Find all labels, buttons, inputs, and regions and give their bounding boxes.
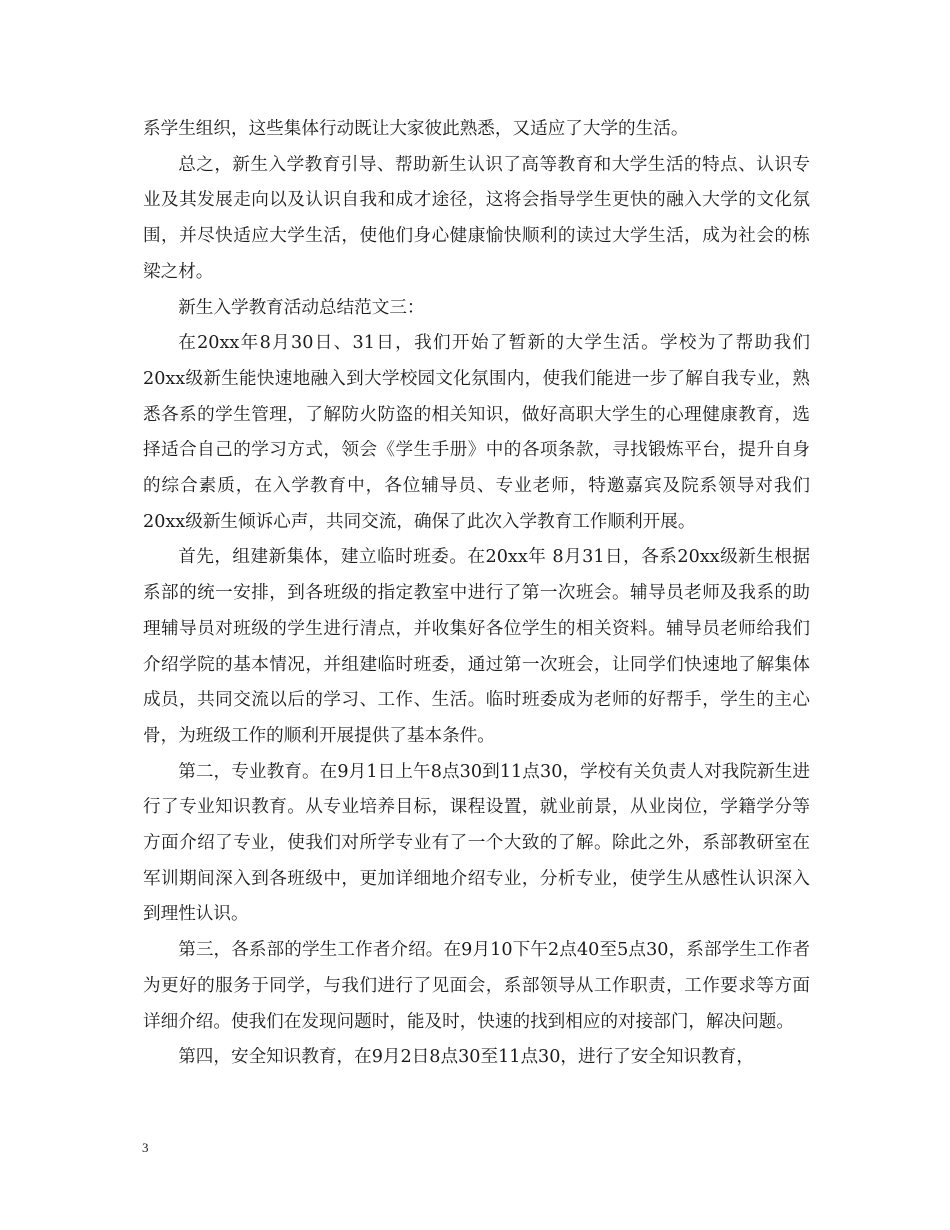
paragraph-second: 第二，专业教育。在9月1日上午8点30到11点30，学校有关负责人对我院新生进行了专业知识教育。从专业培养目标，课程设置，就业前景，从业岗位，学籍学分等方面介绍了专业，使我们对所学专业有了一个大致的了解。除此之外，系部教研室在军训期间深入到各班级中，更加详细地介绍专业，分析专业，使学生从感性认识深入到理性认识。 (143, 761, 810, 925)
body-text (143, 112, 810, 1076)
paragraph-first: 首先，组建新集体，建立临时班委。在20xx年 8月31日，各系20xx级新生根据系部的统一安排，到各班级的指定教室中进行了第一次班会。辅导员老师及我系的助理辅导员对班级的学生进行清点，并收集好各位学生的相关资料。辅导员老师给我们介绍学院的基本情况，并组建临时班委，通过第一次班会，让同学们快速地了解集体成员，共同交流以后的学习、工作、生活。临时班委成为老师的好帮手，学生的主心骨，为班级工作的顺利开展提供了基本条件。 (143, 547, 810, 746)
paragraph-summary: 总之，新生入学教育引导、帮助新生认识了高等教育和大学生活的特点、认识专业及其发展走向以及认识自我和成才途径，这将会指导学生更快的融入大学的文化氛围，并尽快适应大学生活，使他们身心健康愉快顺利的读过大学生活，成为社会的栋梁之材。 (143, 154, 810, 282)
page-number: 3 (142, 1140, 149, 1155)
paragraph-continuation: 系学生组织，这些集体行动既让大家彼此熟悉，又适应了大学的生活。 (143, 119, 689, 139)
paragraph-third: 第三，各系部的学生工作者介绍。在9月10下午2点40至5点30，系部学生工作者为更好的服务于同学，与我们进行了见面会，系部领导从工作职责，工作要求等方面详细介绍。使我们在发现问题时，能及时，快速的找到相应的对接部门，解决问题。 (143, 940, 810, 1032)
paragraph-fourth: 第四，安全知识教育，在9月2日8点30至11点30，进行了安全知识教育， (178, 1047, 754, 1068)
section-heading: 新生入学教育活动总结范文三： (178, 297, 425, 318)
paragraph-intro: 在20xx年8月30日、31日，我们开始了暂新的大学生活。学校为了帮助我们20xx级新生能快速地融入到大学校园文化氛围内，使我们能进一步了解自我专业，熟悉各系的学生管理，了解防火防盗的相关知识，做好高职大学生的心理健康教育，选择适合自己的学习方式，领会《学生手册》中的各项条款，寻找锻炼平台，提升自身的综合素质，在入学教育中，各位辅导员、专业老师，特邀嘉宾及院系领导对我们20xx级新生倾诉心声，共同交流，确保了此次入学教育工作顺利开展。 (143, 333, 810, 532)
